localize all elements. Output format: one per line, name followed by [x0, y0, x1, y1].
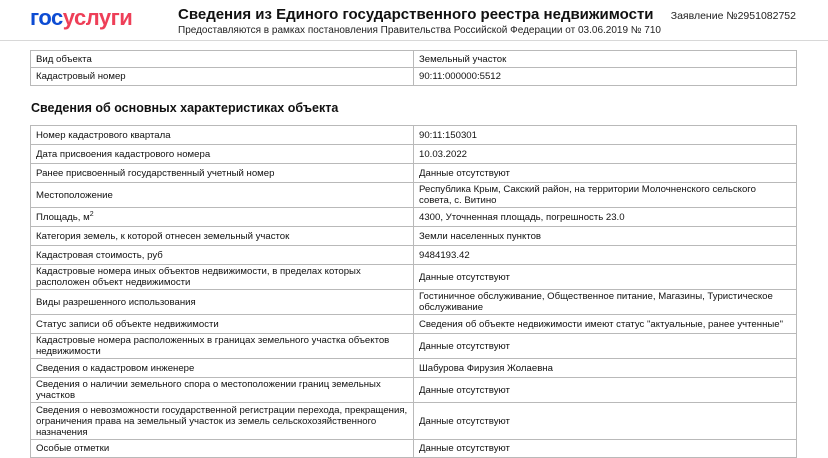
- application-number: Заявление №2951082752: [670, 10, 796, 22]
- row-value: 4300, Уточненная площадь, погрешность 23.0: [414, 208, 797, 227]
- row-label: Кадастровая стоимость, руб: [31, 246, 414, 265]
- row-value: Земли населенных пунктов: [414, 227, 797, 246]
- row-value: Данные отсутствуют: [414, 440, 797, 458]
- area-label-text: Площадь, м: [36, 211, 90, 223]
- table-row: [31, 126, 797, 145]
- row-value: 90:11:000000:5512: [414, 68, 797, 86]
- logo-part-uslugi: услуги: [62, 5, 133, 30]
- row-value: Республика Крым, Сакский район, на территории Молочненского сельского совета, с. Витино: [414, 183, 797, 208]
- row-label: Кадастровые номера иных объектов недвижимости, в пределах которых расположен объект недвижимости: [31, 265, 414, 290]
- row-value: Данные отсутствуют: [414, 265, 797, 290]
- row-value: Данные отсутствуют: [414, 164, 797, 183]
- row-label: Статус записи об объекте недвижимости: [31, 315, 414, 334]
- row-label: Номер кадастрового квартала: [31, 126, 414, 145]
- table-row: [31, 440, 797, 458]
- logo-part-gos: гос: [30, 5, 63, 30]
- row-label: Категория земель, к которой отнесен земельный участок: [31, 227, 414, 246]
- area-label-superscript: 2: [89, 210, 94, 218]
- row-value: Гостиничное обслуживание, Общественное питание, Магазины, Туристическое обслуживание: [414, 290, 797, 315]
- row-label: Сведения о наличии земельного спора о местоположении границ земельных участков: [31, 378, 414, 403]
- table-row: [31, 265, 797, 290]
- row-value: Земельный участок: [414, 51, 797, 68]
- row-value: 90:11:150301: [414, 126, 797, 145]
- row-value: Данные отсутствуют: [414, 334, 797, 359]
- table-row: [31, 208, 797, 227]
- table-row: [31, 164, 797, 183]
- row-value: Шабурова Фирузия Жолаевна: [414, 359, 797, 378]
- table-row: [31, 51, 797, 68]
- page-header: [0, 0, 828, 41]
- section-title: Сведения об основных характеристиках объекта: [31, 101, 339, 115]
- table-row: [31, 290, 797, 315]
- table-row: [31, 227, 797, 246]
- row-value: 10.03.2022: [414, 145, 797, 164]
- row-label: Виды разрешенного использования: [31, 290, 414, 315]
- gosuslugi-logo[interactable]: [30, 5, 132, 31]
- row-label: Особые отметки: [31, 440, 414, 458]
- characteristics-table: [30, 125, 797, 458]
- document-title: Сведения из Единого государственного реестра недвижимости: [178, 6, 654, 23]
- row-label: Кадастровые номера расположенных в границах земельного участка объектов недвижимости: [31, 334, 414, 359]
- row-label: [31, 208, 414, 227]
- row-value: 9484193.42: [414, 246, 797, 265]
- table-row: [31, 68, 797, 86]
- row-label: Дата присвоения кадастрового номера: [31, 145, 414, 164]
- row-value: Данные отсутствуют: [414, 378, 797, 403]
- row-label: Сведения о невозможности государственной регистрации перехода, прекращения, ограничения права на земельный участок из земель сельскохозяйственного назначения: [31, 403, 414, 440]
- summary-table: [30, 50, 797, 86]
- table-row: [31, 183, 797, 208]
- table-row: [31, 359, 797, 378]
- row-label: Ранее присвоенный государственный учетный номер: [31, 164, 414, 183]
- row-value: Сведения об объекте недвижимости имеют статус "актуальные, ранее учтенные": [414, 315, 797, 334]
- table-row: [31, 378, 797, 403]
- table-row: [31, 403, 797, 440]
- document-subtitle: Предоставляются в рамках постановления Правительства Российской Федерации от 03.06.2019 № 710: [178, 25, 661, 36]
- row-value: Данные отсутствуют: [414, 403, 797, 440]
- row-label: Сведения о кадастровом инженере: [31, 359, 414, 378]
- row-label: Местоположение: [31, 183, 414, 208]
- table-row: [31, 315, 797, 334]
- row-label: Кадастровый номер: [31, 68, 414, 86]
- table-row: [31, 145, 797, 164]
- row-label: Вид объекта: [31, 51, 414, 68]
- table-row: [31, 334, 797, 359]
- table-row: [31, 246, 797, 265]
